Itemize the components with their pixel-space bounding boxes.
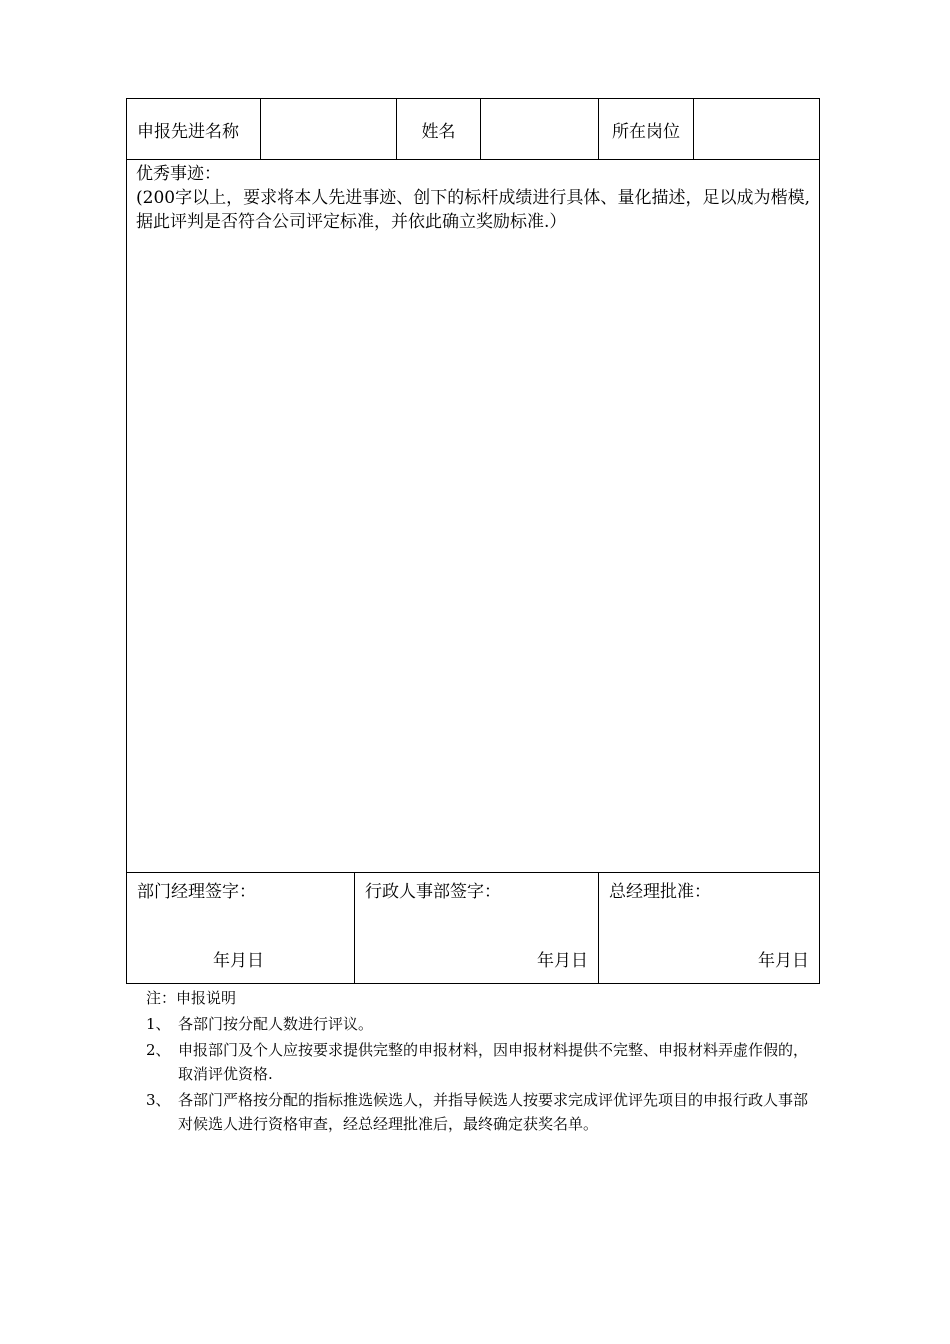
dept-manager-signature-date: 年月日 [213,951,264,971]
position-label: 所在岗位 [599,99,694,160]
note-number: 3、 [146,1091,171,1109]
hr-admin-signature-label: 行政人事部签字： [365,882,501,902]
name-field[interactable] [481,99,599,160]
general-manager-approval-date: 年月日 [758,951,809,971]
note-text: 各部门按分配人数进行评议。 [178,1015,374,1033]
note-number: 2、 [146,1041,171,1059]
deeds-title: 优秀事迹： [136,164,221,184]
award-application-form [126,98,820,984]
header-row [127,99,820,160]
hr-admin-signature-date: 年月日 [537,951,588,971]
dept-manager-signature-cell[interactable] [127,873,355,984]
application-notes [146,986,811,1136]
note-item [146,1088,811,1136]
note-text: 申报部门及个人应按要求提供完整的申报材料，因申报材料提供不完整、申报材料弄虚作假的，取消评优资格. [178,1041,809,1083]
position-field[interactable] [694,99,820,160]
name-label: 姓名 [397,99,481,160]
note-item [146,1012,811,1036]
dept-manager-signature-label: 部门经理签字： [137,882,256,902]
award-name-field[interactable] [261,99,397,160]
general-manager-approval-cell[interactable] [599,873,820,984]
deeds-row [127,160,820,873]
general-manager-approval-label: 总经理批准： [609,882,711,902]
award-name-label: 申报先进名称 [127,99,261,160]
hr-admin-signature-cell[interactable] [355,873,599,984]
note-item [146,1038,811,1086]
deeds-cell[interactable] [127,160,820,873]
notes-title: 注：申报说明 [146,989,237,1007]
note-text: 各部门严格按分配的指标推选候选人，并指导候选人按要求完成评优评先项目的申报行政人事部对候选人进行资格审查，经总经理批准后，最终确定获奖名单。 [178,1091,809,1133]
deeds-hint: (200字以上，要求将本人先进事迹、创下的标杆成绩进行具体、量化描述，足以成为楷模,据此评判是否符合公司评定标准，并依此确立奖励标准.） [136,188,810,232]
signature-row [127,873,820,984]
note-number: 1、 [146,1015,171,1033]
